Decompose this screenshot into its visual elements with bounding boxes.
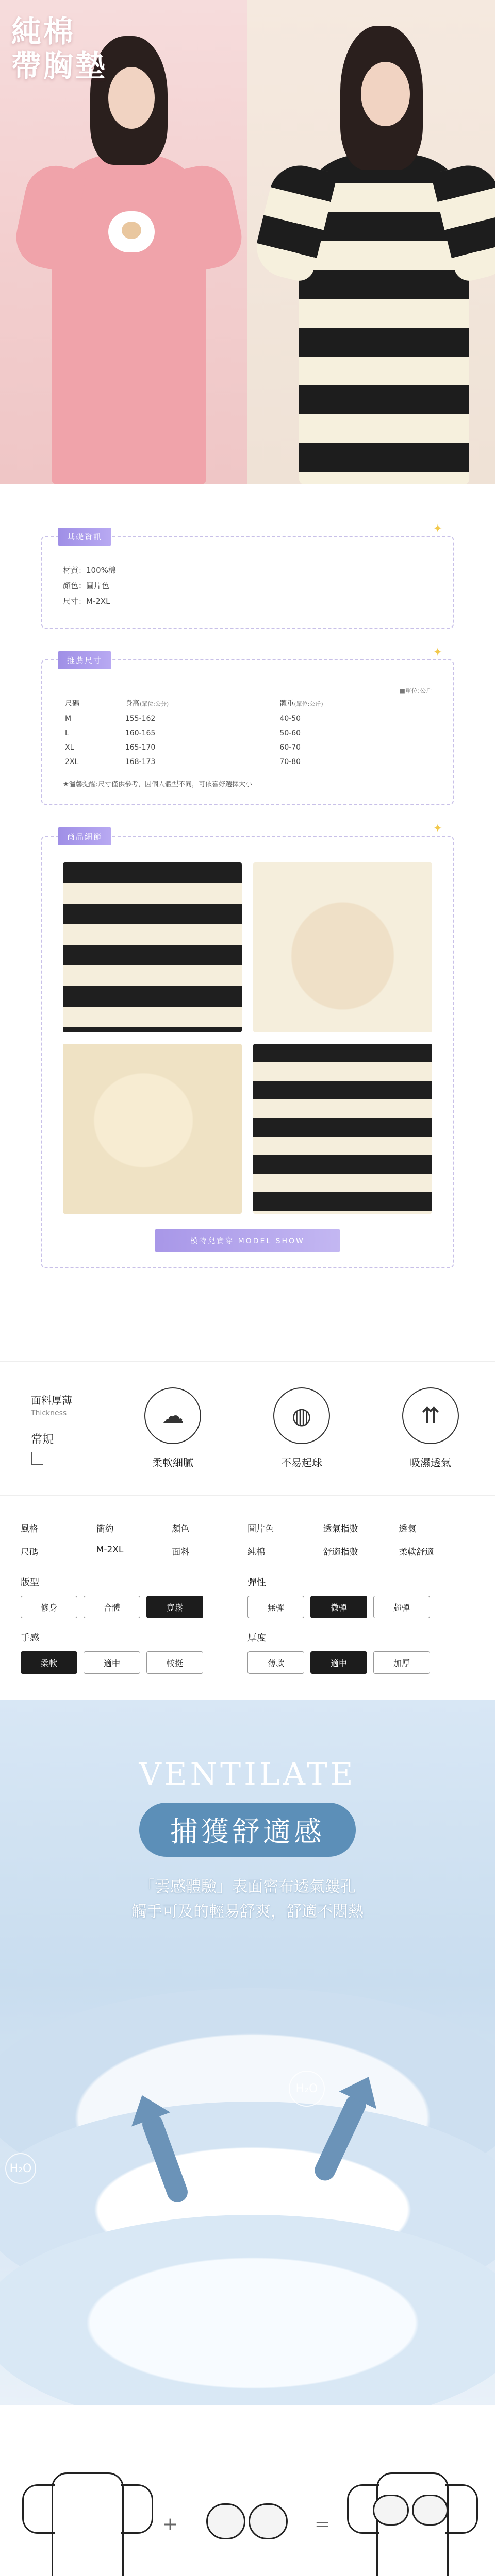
attr-thickness: 厚度 薄款 適中 加厚 xyxy=(248,1631,474,1674)
ventilate-section xyxy=(0,1700,495,2405)
info-color: 顏色：圖片色 xyxy=(63,581,110,590)
ventilate-copy: 「雲感體驗」表面密布透氣鏤孔 觸手可及的輕易舒爽，舒適不悶熱 xyxy=(131,1878,364,1921)
elastic-option-selected: 微彈 xyxy=(310,1596,367,1618)
bear-print-icon xyxy=(108,211,155,252)
fabric-title: 面料厚薄 xyxy=(31,1394,72,1406)
attr-row-2: 尺碼 M-2XL 面料 純棉 舒適指數 柔軟舒適 xyxy=(21,1545,434,1557)
fit-option: 合體 xyxy=(84,1596,140,1618)
model-show-button[interactable]: 模特兒實穿 MODEL SHOW xyxy=(155,1229,340,1252)
size-note: ★溫馨提醒:尺寸僅供參考，因個人體型不同，可依喜好選擇大小 xyxy=(63,781,253,788)
dress-outline-icon xyxy=(52,2472,124,2576)
fabric-thickness xyxy=(0,1392,108,1465)
detail-photo-pad-closeup xyxy=(63,1044,242,1214)
equals-icon: = xyxy=(315,2514,331,2535)
fabric-subtitle: Thickness xyxy=(31,1409,67,1417)
thickness-option-selected: 適中 xyxy=(310,1651,367,1674)
fabric-wave xyxy=(0,2215,495,2405)
info-material: 材質：100%棉 xyxy=(63,566,116,575)
fabric-value: 常規 xyxy=(31,1433,54,1446)
table-row: 2XL 168-173 70-80 xyxy=(65,758,301,766)
details-tag: 商品細節 xyxy=(58,827,111,845)
basic-info-tag: 基礎資訊 xyxy=(58,528,111,546)
sparkle-icon: ✦ xyxy=(433,822,442,835)
size-unit-flag: ■單位:公斤 xyxy=(399,687,432,694)
elastic-option: 超彈 xyxy=(373,1596,430,1618)
ventilate-title: VENTILATE xyxy=(139,1756,356,1792)
bra-pad-icon xyxy=(206,2503,289,2545)
info-size: 尺寸：M-2XL xyxy=(63,597,110,606)
sparkle-icon: ✦ xyxy=(433,646,442,659)
sparkle-icon: ✦ xyxy=(433,522,442,535)
handfeel-option: 適中 xyxy=(84,1651,140,1674)
thickness-icon xyxy=(31,1452,43,1465)
feature-soft: ☁ 柔軟細膩 xyxy=(108,1387,237,1469)
attr-fit: 版型 修身 合體 寬鬆 xyxy=(21,1575,248,1618)
composition-section xyxy=(0,2405,495,2576)
thickness-option: 薄款 xyxy=(248,1651,304,1674)
composition-pad xyxy=(191,2442,304,2576)
feature-anti-pill: ◍ 不易起球 xyxy=(237,1387,366,1469)
thickness-option: 加厚 xyxy=(373,1651,430,1674)
breathable-arrows-icon: ⇈ xyxy=(402,1387,459,1444)
table-row: L 160-165 50-60 xyxy=(65,729,301,737)
composition-result xyxy=(356,2442,469,2576)
striped-dress-photo xyxy=(299,155,469,484)
water-bubble-icon: H₂O xyxy=(5,2153,36,2184)
handfeel-option: 較挺 xyxy=(146,1651,203,1674)
size-guide-card xyxy=(41,646,454,805)
info-section xyxy=(0,484,495,1320)
fit-option-selected: 寬鬆 xyxy=(146,1596,203,1618)
attr-handfeel: 手感 柔軟 適中 較挺 xyxy=(21,1631,248,1674)
weight-header: 體重(單位:公斤) xyxy=(279,700,323,708)
attribute-section xyxy=(0,1496,495,1700)
fit-option: 修身 xyxy=(21,1596,77,1618)
basic-info-card xyxy=(41,522,454,629)
attr-elasticity: 彈性 無彈 微彈 超彈 xyxy=(248,1575,474,1618)
height-header: 身高(單位:公分) xyxy=(125,700,169,708)
details-card xyxy=(41,822,454,1268)
detail-photo-pad xyxy=(253,862,432,1032)
elastic-option: 無彈 xyxy=(248,1596,304,1618)
attr-row-1: 風格 簡約 顏色 圖片色 透氣指數 透氣 xyxy=(21,1524,417,1534)
size-table xyxy=(63,695,432,769)
handfeel-option-selected: 柔軟 xyxy=(21,1651,77,1674)
yarn-ball-icon: ◍ xyxy=(273,1387,330,1444)
composition-dress xyxy=(31,2442,144,2576)
hero-title: 純棉 帶胸墊 xyxy=(11,14,108,83)
detail-photo-collar xyxy=(63,862,242,1032)
fabric-section xyxy=(0,1361,495,1496)
water-bubble-icon: H₂O xyxy=(289,2071,325,2107)
size-header: 尺碼 xyxy=(65,700,79,708)
table-row: XL 165-170 60-70 xyxy=(65,743,301,752)
feature-breathable: ⇈ 吸濕透氣 xyxy=(366,1387,495,1469)
size-guide-tag: 推薦尺寸 xyxy=(58,651,111,669)
detail-photo-sleeve xyxy=(253,1044,432,1214)
padded-dress-outline-icon xyxy=(376,2472,449,2576)
pink-dress-photo xyxy=(52,155,206,484)
table-row: M 155-162 40-50 xyxy=(65,715,301,723)
cloud-icon: ☁ xyxy=(144,1387,201,1444)
plus-icon: + xyxy=(162,2514,178,2535)
hero-banner xyxy=(0,0,495,484)
ventilate-headline: 捕獲舒適感 xyxy=(139,1803,356,1857)
